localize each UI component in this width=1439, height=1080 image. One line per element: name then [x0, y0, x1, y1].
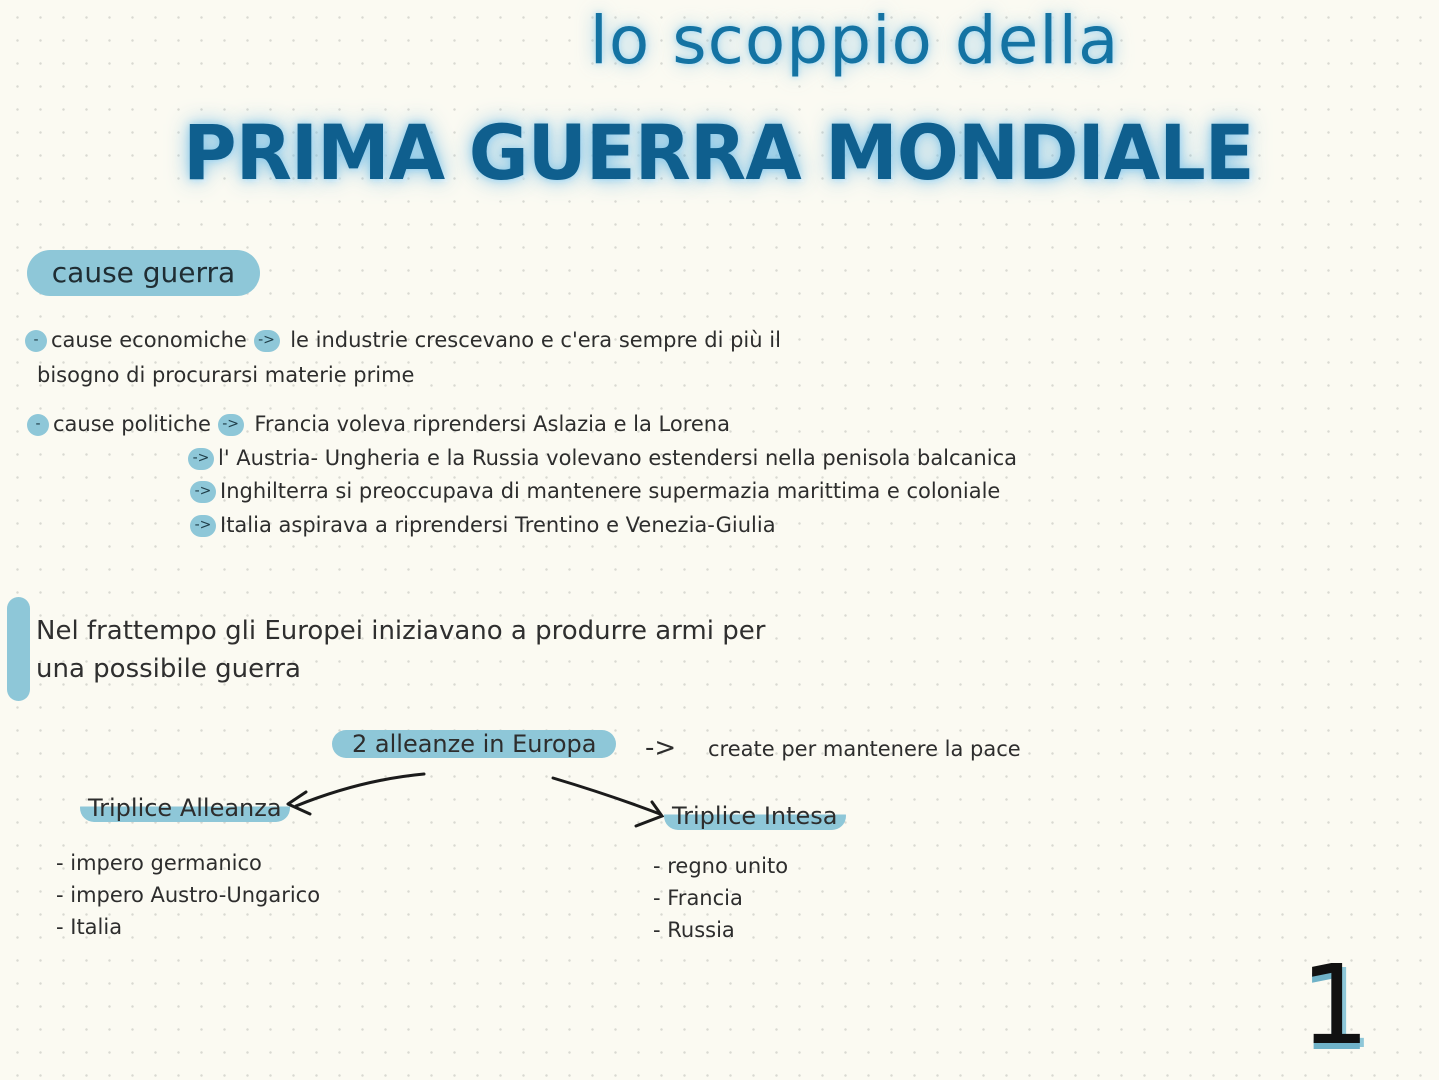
- member-item: - regno unito: [653, 854, 789, 878]
- political-causes-label: cause politiche: [53, 412, 211, 436]
- arrow-dot: ->: [190, 481, 216, 503]
- section-pill: cause guerra: [27, 250, 260, 296]
- left-alliance: [80, 794, 290, 822]
- political-cause-item: Francia voleva riprendersi Aslazia e la Lorena: [254, 412, 730, 436]
- page-number: 1: [1300, 941, 1370, 1069]
- bullet-dot: -: [27, 414, 49, 436]
- economic-causes-label: cause economiche: [51, 328, 247, 352]
- purpose-arrow: ->: [645, 733, 677, 763]
- title-main: PRIMA GUERRA MONDIALE: [183, 108, 1254, 197]
- right-alliance-name: Triplice Intesa: [664, 802, 846, 830]
- arrow-to-right: [553, 778, 660, 814]
- member-item: - Francia: [653, 886, 743, 910]
- right-alliance-members: [653, 850, 788, 946]
- bullet-dot: -: [25, 330, 47, 352]
- member-item: - Italia: [56, 915, 123, 939]
- alliances-purpose: create per mantenere la pace: [708, 737, 1021, 761]
- note-line-1: Nel frattempo gli Europei iniziavano a produrre armi per: [36, 616, 766, 646]
- economic-causes-text-2: bisogno di procurarsi materie prime: [37, 363, 415, 387]
- political-cause-item: Inghilterra si preoccupava di mantenere supermazia marittima e coloniale: [220, 479, 1001, 503]
- arrow-to-left: [296, 774, 424, 806]
- alliances-center-label: 2 alleanze in Europa: [332, 730, 616, 758]
- left-alliance-name: Triplice Alleanza: [80, 794, 290, 822]
- economic-causes-text-1: le industrie crescevano e c'era sempre di più il: [290, 328, 781, 352]
- arrow-dot: ->: [188, 448, 214, 470]
- arrow-dot: ->: [190, 515, 216, 537]
- note-line-2: una possibile guerra: [36, 654, 301, 684]
- member-item: - impero germanico: [56, 851, 262, 875]
- member-item: - Russia: [653, 918, 735, 942]
- political-cause-item: Italia aspirava a riprendersi Trentino e Venezia-Giulia: [220, 513, 776, 537]
- arrow-dot: ->: [254, 330, 280, 352]
- title-top: lo scoppio della: [589, 2, 1120, 79]
- right-alliance: [664, 802, 846, 830]
- arrow-dot: ->: [218, 414, 244, 436]
- member-item: - impero Austro-Ungarico: [56, 883, 321, 907]
- political-cause-item: l' Austria- Ungheria e la Russia volevano estendersi nella penisola balcanica: [218, 446, 1017, 470]
- left-alliance-members: [56, 847, 320, 943]
